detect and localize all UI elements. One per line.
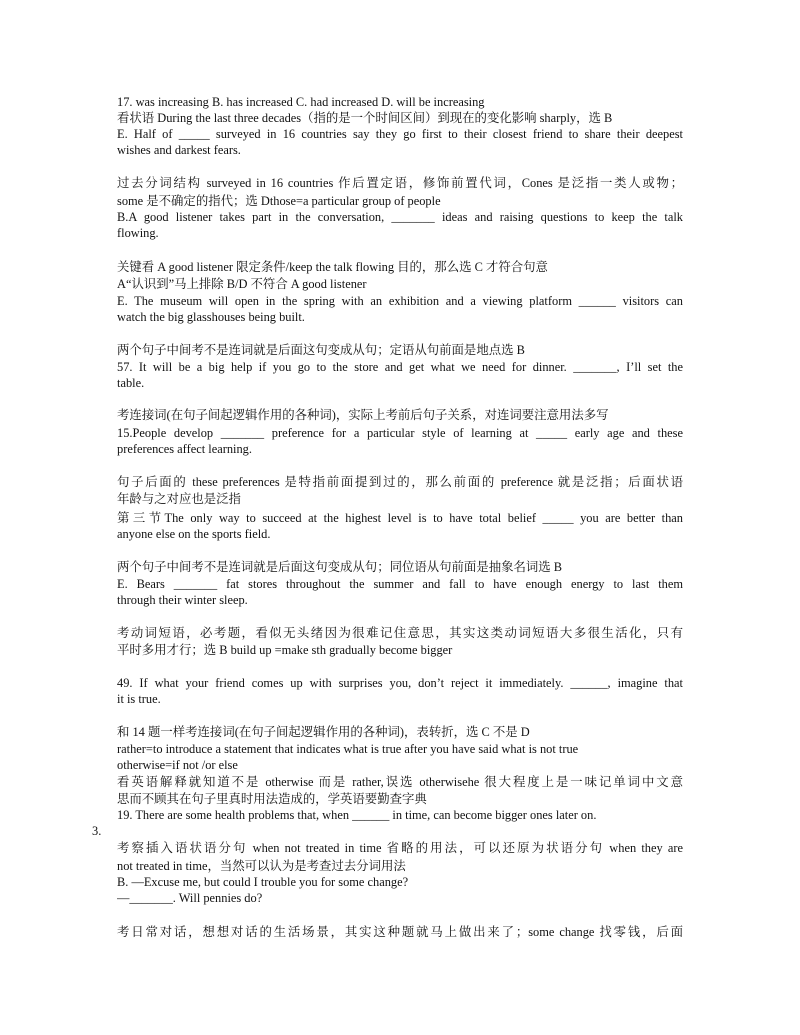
text-line: flowing. xyxy=(117,226,159,240)
text-line: 15.People develop _______ preference for a particular style of learning at _____ early age and these xyxy=(117,426,683,440)
text-line: 考日常对话，想想对话的生活场景，其实这种题就马上做出来了；some change 找零钱，后面 xyxy=(117,925,683,939)
text-line: it is true. xyxy=(117,692,161,706)
text-line: 17. was increasing B. has increased C. had increased D. will be increasing xyxy=(117,95,485,109)
text-line: preferences affect learning. xyxy=(117,442,252,456)
text-line: rather=to introduce a statement that indicates what is true after you have said what is not true xyxy=(117,742,579,756)
text-line: E. Half of _____ surveyed in 16 countries say they go first to their closest friend to share their deepest xyxy=(117,127,683,141)
text-line: otherwise=if not /or else xyxy=(117,758,238,772)
text-line: 看英语解释就知道不是 otherwise 而是 rather,误选 otherwisehe 很大程度上是一味记单词中文意 xyxy=(117,775,683,789)
text-line: not treated in time，当然可以认为是考查过去分词用法 xyxy=(117,859,406,873)
text-line: 思而不顾其在句子里真时用法造成的，学英语要勤查字典 xyxy=(117,792,427,806)
text-line: 考察插入语状语分句 when not treated in time 省略的用法，可以还原为状语分句 when they are xyxy=(117,841,683,855)
text-line: some 是不确定的指代；选 Dthose=a particular group of people xyxy=(117,194,441,208)
text-line: through their winter sleep. xyxy=(117,593,248,607)
text-line: A“认识到”马上排除 B/D 不符合 A good listener xyxy=(117,277,367,291)
text-line: 和 14 题一样考连接词(在句子间起逻辑作用的各种词)，表转折，选 C 不是 D xyxy=(117,725,530,739)
text-line: 57. It will be a big help if you go to the store and get what we need for dinner. _______, I’ll set the xyxy=(117,360,683,374)
text-line: B. —Excuse me, but could I trouble you for some change? xyxy=(117,875,409,889)
text-line: wishes and darkest fears. xyxy=(117,143,241,157)
text-line: 年龄与之对应也是泛指 xyxy=(117,492,241,506)
text-line: —_______. Will pennies do? xyxy=(117,891,263,905)
text-line: E. Bears _______ fat stores throughout the summer and fall to have enough energy to last them xyxy=(117,577,683,591)
list-number: 3. xyxy=(92,824,102,838)
text-line: 两个句子中间考不是连词就是后面这句变成从句；定语从句前面是地点选 B xyxy=(117,343,525,357)
text-line: 看状语 During the last three decades（指的是一个时间区间）到现在的变化影响 sharply，选 B xyxy=(117,111,613,125)
text-line: 考连接词(在句子间起逻辑作用的各种词)，实际上考前后句子关系，对连词要注意用法多写 xyxy=(117,408,609,422)
text-line: 过去分词结构 surveyed in 16 countries 作后置定语，修饰前置代词，Cones 是泛指一类人或物； xyxy=(117,176,683,190)
text-line: 第三节The only way to succeed at the highest level is to have total belief _____ you are better than xyxy=(117,511,683,525)
text-line: table. xyxy=(117,376,145,390)
text-line: 考动词短语，必考题，看似无头绪因为很难记住意思，其实这类动词短语大多很生活化，只有 xyxy=(117,626,683,640)
text-line: 49. If what your friend comes up with surprises you, don’t reject it immediately. ______, imagine that xyxy=(117,676,683,690)
text-line: 19. There are some health problems that, when ______ in time, can become bigger ones later on. xyxy=(117,808,597,822)
text-line: E. The museum will open in the spring with an exhibition and a viewing platform ______ visitors can xyxy=(117,294,683,308)
text-line: 平时多用才行；选 B build up =make sth gradually become bigger xyxy=(117,643,453,657)
text-line: anyone else on the sports field. xyxy=(117,527,271,541)
text-line: 句子后面的 these preferences 是特指前面提到过的，那么前面的 preference 就是泛指；后面状语 xyxy=(117,475,683,489)
text-line: 关键看 A good listener 限定条件/keep the talk flowing 目的，那么选 C 才符合句意 xyxy=(117,260,548,274)
text-line: B.A good listener takes part in the conversation, _______ ideas and raising questions to keep the talk xyxy=(117,210,683,224)
text-line: 两个句子中间考不是连词就是后面这句变成从句；同位语从句前面是抽象名词选 B xyxy=(117,560,563,574)
text-line: watch the big glasshouses being built. xyxy=(117,310,305,324)
